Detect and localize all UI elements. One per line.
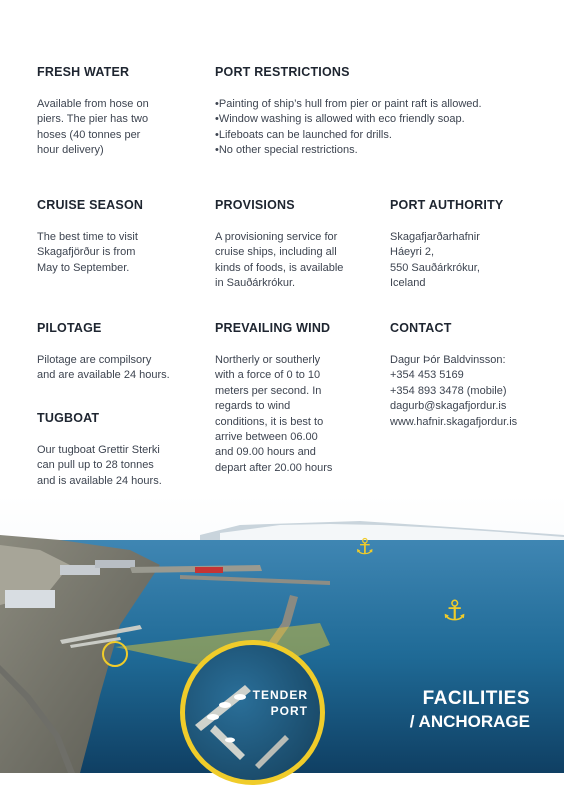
text-line: regards to wind (215, 400, 291, 413)
text-line: cruise ships, including all (215, 246, 337, 259)
pilotage-section (37, 321, 170, 384)
port-authority-heading: PORT AUTHORITY (390, 198, 504, 212)
text-line: can pull up to 28 tonnes (37, 459, 154, 472)
text-line: Pilotage are compilsory (37, 354, 152, 366)
fresh-water-heading: FRESH WATER (37, 65, 130, 79)
contact-text (390, 353, 517, 430)
text-line: The best time to visit (37, 231, 138, 243)
cruise-season-text (37, 230, 143, 276)
text-line: and is available 24 hours. (37, 474, 162, 487)
anchor-icon: ⚓ (355, 534, 375, 559)
page-title (410, 688, 530, 732)
list-item: • Painting of ship’s hull from pier or paint raft is allowed. (215, 97, 482, 112)
text-line: hoses (40 tonnes per (37, 128, 141, 141)
text-line: and are available 24 hours. (37, 369, 170, 382)
tender-label-line: PORT (270, 704, 308, 718)
contact-section (390, 321, 517, 430)
text-line: with a force of 0 to 10 (215, 369, 321, 382)
page-title-line2: / ANCHORAGE (409, 712, 530, 731)
page-title-line1: FACILITIES (422, 688, 530, 709)
fresh-water-text (37, 97, 149, 159)
prevailing-wind-section (215, 321, 332, 476)
text-line: Háeyri 2, (390, 246, 435, 259)
text-line: conditions, it is best to (215, 415, 324, 428)
text-line: piers. The pier has two (37, 113, 149, 126)
text-line: depart after 20.00 hours (215, 461, 333, 474)
contact-phone: +354 453 5169 (390, 369, 464, 382)
contact-mobile: +354 893 3478 (mobile) (390, 384, 507, 397)
prevailing-wind-text (215, 353, 332, 476)
port-authority-text (390, 230, 503, 292)
tugboat-section (37, 411, 162, 489)
anchor-icon: ⚓ (442, 595, 468, 626)
text-line: Skagafjörður is from (37, 246, 136, 259)
tugboat-heading: TUGBOAT (37, 411, 100, 425)
text-line: Available from hose on (37, 98, 149, 110)
text-line: kinds of foods, is available (215, 261, 344, 274)
list-item: • Lifeboats can be launched for drills. (215, 128, 482, 143)
text-line: 550 Sauðárkrókur, (390, 261, 480, 274)
port-restrictions-list (215, 97, 482, 159)
cruise-season-section (37, 198, 143, 276)
list-item: • Window washing is allowed with eco friendly soap. (215, 112, 482, 127)
provisions-heading: PROVISIONS (215, 198, 295, 212)
tugboat-text (37, 443, 162, 489)
text-line: Iceland (390, 277, 426, 290)
text-line: Northerly or southerly (215, 354, 321, 366)
contact-heading: CONTACT (390, 321, 452, 335)
fresh-water-section (37, 65, 149, 159)
list-item: • No other special restrictions. (215, 143, 482, 158)
contact-name: Dagur Þór Baldvinsson: (390, 354, 506, 366)
text-line: meters per second. In (215, 384, 322, 397)
provisions-section (215, 198, 343, 292)
text-line: arrive between 06.00 (215, 431, 318, 444)
contact-email: dagurb@skagafjordur.is (390, 400, 507, 413)
text-line: hour delivery) (37, 144, 104, 157)
text-line: in Sauðárkrókur. (215, 277, 296, 290)
tender-port-inset (180, 640, 325, 785)
text-line: Skagafjarðarhafnir (390, 231, 480, 243)
port-restrictions-section (215, 65, 482, 159)
text-line: May to September. (37, 261, 130, 274)
pilotage-heading: PILOTAGE (37, 321, 102, 335)
port-authority-section (390, 198, 503, 292)
tender-port-label (253, 687, 308, 719)
tender-label-line: TENDER (252, 688, 308, 702)
port-restrictions-heading: PORT RESTRICTIONS (215, 65, 350, 79)
text-line: Our tugboat Grettir Sterki (37, 444, 160, 456)
text-line: and 09.00 hours and (215, 446, 316, 459)
pilotage-text (37, 353, 170, 384)
provisions-text (215, 230, 343, 292)
text-line: A provisioning service for (215, 231, 338, 243)
contact-website: www.hafnir.skagafjordur.is (390, 415, 518, 428)
cruise-season-heading: CRUISE SEASON (37, 198, 144, 212)
prevailing-wind-heading: PREVAILING WIND (215, 321, 331, 335)
